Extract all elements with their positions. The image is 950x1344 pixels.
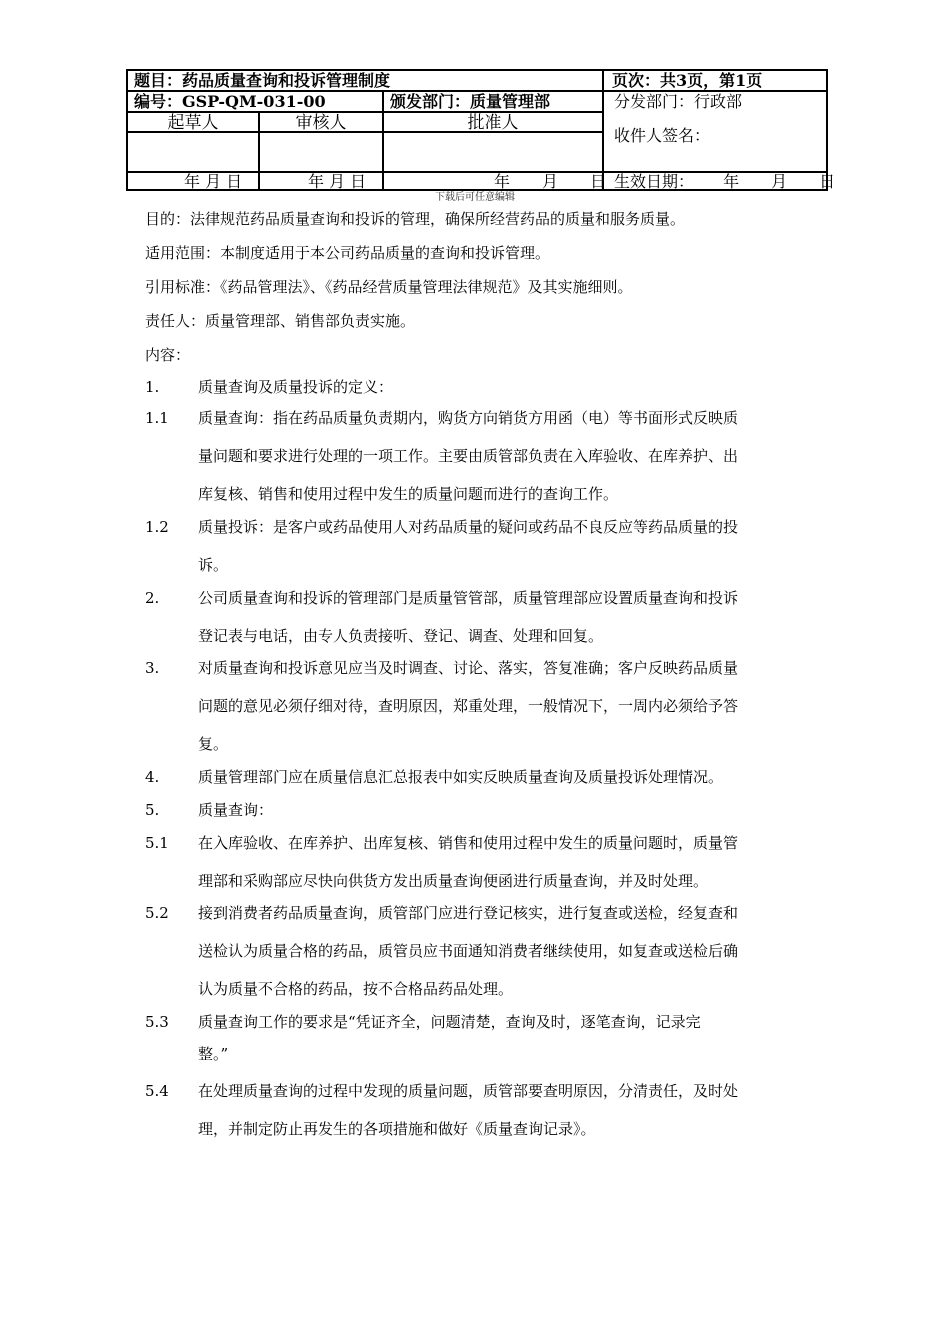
item-text: 质量投诉：是客户或药品使用人对药品质量的疑问或药品不良反应等药品质量的投 [198,518,739,536]
approver-date: 年 月 日 [494,172,607,191]
item-text: 认为质量不合格的药品，按不合格品药品处理。 [198,980,514,998]
item-text: 诉。 [198,556,229,574]
item-number: 5.3 [145,1013,169,1031]
item-text: 质量查询： [198,801,274,819]
item-text: 质量管理部门应在质量信息汇总报表中如实反映质量查询及质量投诉处理情况。 [198,768,724,786]
item-text: 公司质量查询和投诉的管理部门是质量管管部，质量管理部应设置质量查询和投诉 [198,589,739,607]
item-text: 接到消费者药品质量查询，质管部门应进行登记核实，进行复查或送检，经复查和 [198,904,739,922]
responsible-paragraph: 责任人：质量管理部、销售部负责实施。 [145,312,416,330]
item-text: 在入库验收、在库养护、出库复核、销售和使用过程中发生的质量问题时，质量管 [198,834,739,852]
item-number: 1. [145,378,160,396]
item-number: 5. [145,801,160,819]
item-text: 库复核、销售和使用过程中发生的质量问题而进行的查询工作。 [198,485,619,503]
item-number: 3. [145,659,160,677]
effective-date: 生效日期： 年 月 日 [614,172,836,191]
item-text: 送检认为质量合格的药品，质管员应书面通知消费者继续使用，如复查或送检后确 [198,942,739,960]
item-text: 对质量查询和投诉意见应当及时调查、讨论、落实，答复准确；客户反映药品质量 [198,659,739,677]
item-text: 理，并制定防止再发生的各项措施和做好《质量查询记录》。 [198,1120,596,1138]
content-heading: 内容： [145,346,191,364]
item-text: 在处理质量查询的过程中发现的质量问题，质管部要查明原因，分清责任，及时处 [198,1082,739,1100]
item-text: 质量查询：指在药品质量负责期内，购货方向销货方用函（电）等书面形式反映质 [198,409,739,427]
reviewer-label: 审核人 [295,113,347,133]
doc-code: 编号：GSP-QM-031-00 [134,92,326,111]
reference-paragraph: 引用标准：《药品管理法》、《药品经营质量管理法律规范》及其实施细则。 [145,278,633,296]
doc-title: 题目：药品质量查询和投诉管理制度 [134,71,391,90]
item-number: 1.2 [145,518,169,536]
item-text: 质量查询及质量投诉的定义： [198,378,394,396]
item-text: 登记表与电话，由专人负责接听、登记、调查、处理和回复。 [198,627,604,645]
recipient-signature-label: 收件人签名： [614,126,711,145]
drafter-label: 起草人 [167,113,219,133]
item-text: 整。” [198,1045,229,1063]
divider [382,91,384,189]
page-count: 页次：共3页，第1页 [612,71,763,90]
item-number: 5.1 [145,834,169,852]
distribution-dept: 分发部门：行政部 [614,92,743,111]
item-number: 1.1 [145,409,169,427]
item-number: 5.2 [145,904,169,922]
header-table [126,69,836,191]
drafter-date: 年 月 日 [184,172,243,191]
issuing-dept: 颁发部门：质量管理部 [390,92,551,111]
purpose-paragraph: 目的：法律规范药品质量查询和投诉的管理，确保所经营药品的质量和服务质量。 [145,210,686,228]
item-text: 量问题和要求进行处理的一项工作。主要由质管部负责在入库验收、在库养护、出 [198,447,739,465]
item-number: 2. [145,589,160,607]
scope-paragraph: 适用范围：本制度适用于本公司药品质量的查询和投诉管理。 [145,244,551,262]
item-text: 理部和采购部应尽快向供货方发出质量查询便函进行质量查询，并及时处理。 [198,872,709,890]
reviewer-date: 年 月 日 [308,172,367,191]
edit-note: 下载后可任意编辑 [435,192,515,203]
item-number: 5.4 [145,1082,169,1100]
item-text: 问题的意见必须仔细对待，查明原因，郑重处理，一般情况下，一周内必须给予答 [198,697,739,715]
approver-label: 批准人 [467,113,519,133]
item-text: 质量查询工作的要求是“凭证齐全，问题清楚，查询及时，逐笔查询，记录完 [198,1013,701,1031]
item-number: 4. [145,768,160,786]
item-text: 复。 [198,735,229,753]
